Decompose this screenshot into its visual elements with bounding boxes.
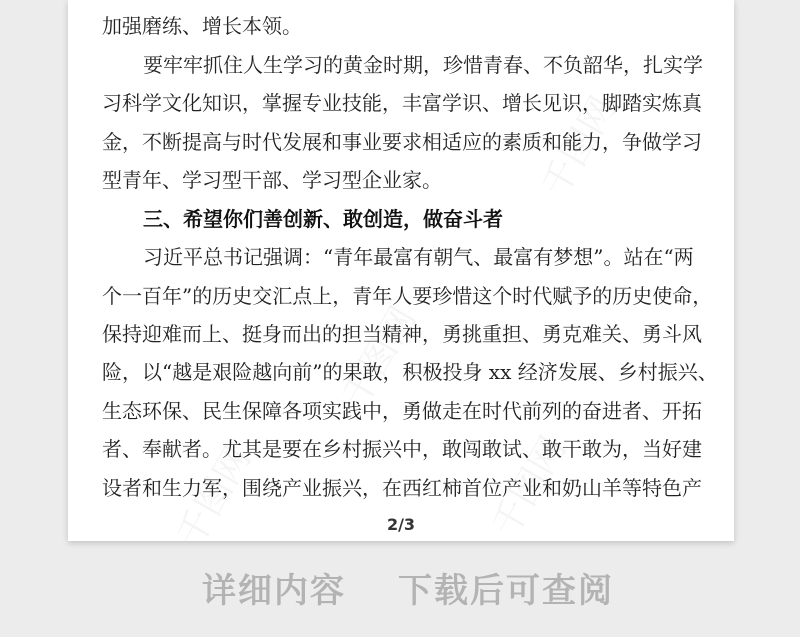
paragraph-line: 要牢牢抓住人生学习的黄金时期，珍惜青春、不负韶华，扎实学	[143, 53, 703, 77]
paragraph-line: 险，以“越是艰险越向前”的果敢，积极投身 xx 经济发展、乡村振兴、	[102, 360, 718, 384]
paragraph-line: 习近平总书记强调：“青年最富有朝气、最富有梦想”。站在“两	[143, 245, 694, 269]
watermark: 千图网	[334, 299, 425, 415]
document-page	[68, 0, 734, 555]
paragraph-line: 型青年、学习型干部、学习型企业家。	[102, 168, 442, 192]
paragraph-line: 生态环保、民生保障各项实践中，勇做走在时代前列的奋进者、开拓	[102, 399, 702, 423]
page-number: 2/3	[386, 515, 416, 534]
bottom-bar	[0, 555, 800, 615]
watermark: 千图网	[484, 429, 575, 545]
paragraph-line: 加强磨练、增长本领。	[102, 14, 302, 38]
paragraph-line: 金，不断提高与时代发展和事业要求相适应的素质和能力，争做学习	[102, 130, 702, 154]
watermark: 千图网	[534, 89, 625, 205]
details-link[interactable]: 详细内容	[202, 571, 346, 611]
paragraph-line: 习科学文化知识，掌握专业技能，丰富学识、增长见识，脚踏实炼真	[102, 91, 702, 115]
paragraph-line: 保持迎难而上、挺身而出的担当精神，勇挑重担、勇克难关、勇斗风	[102, 322, 702, 346]
section-heading: 三、希望你们善创新、敢创造，做奋斗者	[143, 207, 503, 231]
download-link[interactable]: 下载后可查阅	[398, 571, 614, 611]
paragraph-line: 设者和生力军，围绕产业振兴，在西红柿首位产业和奶山羊等特色产	[102, 476, 702, 500]
paragraph-line: 个一百年”的历史交汇点上，青年人要珍惜这个时代赋予的历史使命，	[102, 284, 713, 308]
paragraph-line: 者、奉献者。尤其是要在乡村振兴中，敢闯敢试、敢干敢为，当好建	[102, 437, 702, 461]
watermark: 千图网	[169, 439, 260, 555]
